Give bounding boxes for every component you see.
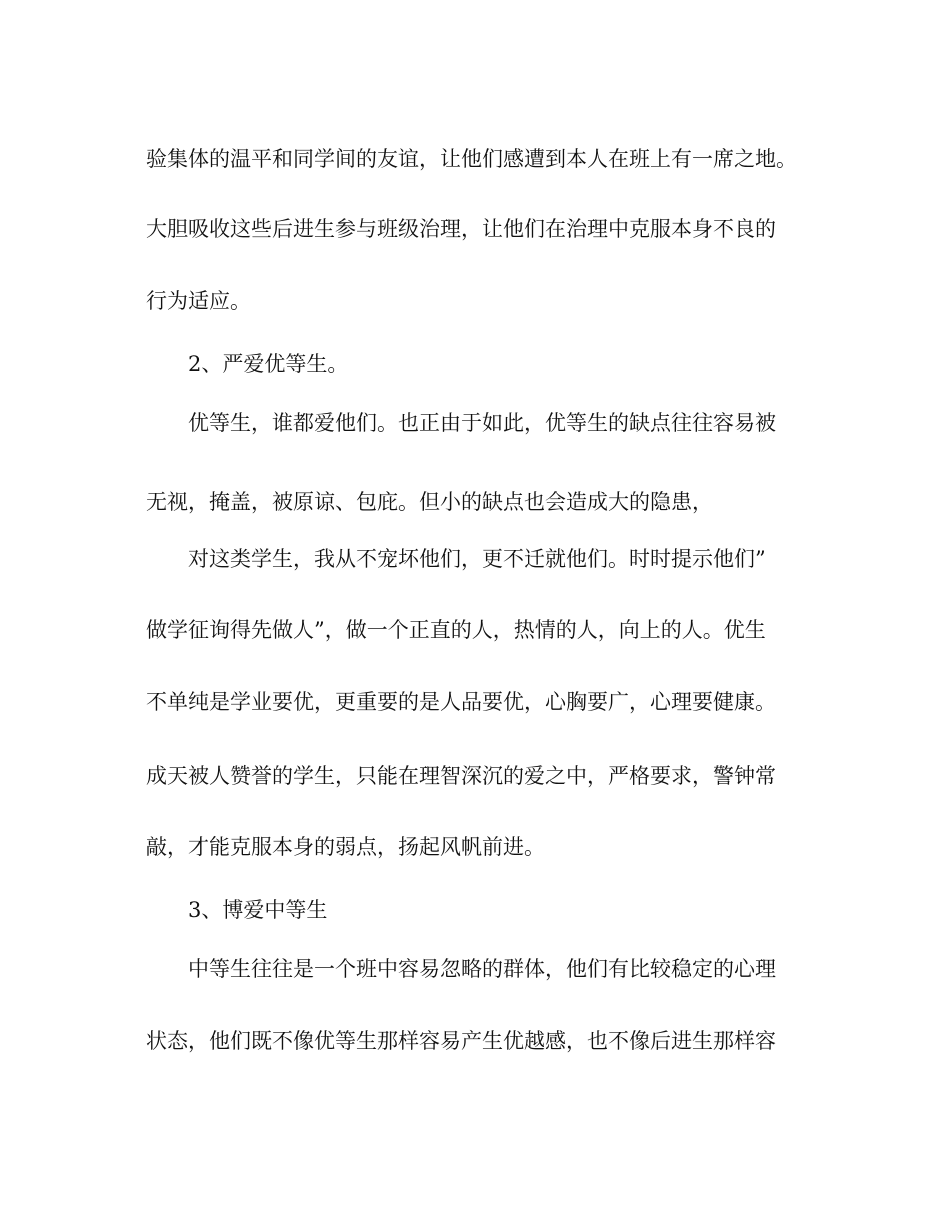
text-line: 优等生，谁都爱他们。也正由于如此，优等生的缺点往往容易被 — [188, 411, 776, 435]
text-line: 中等生往往是一个班中容易忽略的群体，他们有比较稳定的心理 — [188, 957, 776, 981]
text-line: 无视，掩盖，被原谅、包庇。但小的缺点也会造成大的隐患， — [146, 490, 713, 514]
text-line: 成天被人赞誉的学生，只能在理智深沉的爱之中，严格要求，警钟常 — [146, 764, 776, 788]
text-line: 做学征询得先做人”，做一个正直的人，热情的人，向上的人。优生 — [146, 618, 766, 642]
text-line: 不单纯是学业要优，更重要的是人品要优，心胸要广，心理要健康。 — [146, 690, 776, 714]
section-heading: 2、严爱优等生。 — [188, 352, 349, 376]
text-line: 大胆吸收这些后进生参与班级治理，让他们在治理中克服本身不良的 — [146, 217, 776, 241]
text-line: 行为适应。 — [146, 289, 251, 313]
text-line: 状态，他们既不像优等生那样容易产生优越感，也不像后进生那样容 — [146, 1029, 776, 1053]
section-heading: 3、博爱中等生 — [188, 898, 328, 922]
text-line: 验集体的温平和同学间的友谊，让他们感遭到本人在班上有一席之地。 — [146, 147, 797, 171]
text-line: 对这类学生，我从不宠坏他们，更不迁就他们。时时提示他们” — [188, 547, 766, 571]
text-line: 敲，才能克服本身的弱点，扬起风帆前进。 — [146, 835, 545, 859]
